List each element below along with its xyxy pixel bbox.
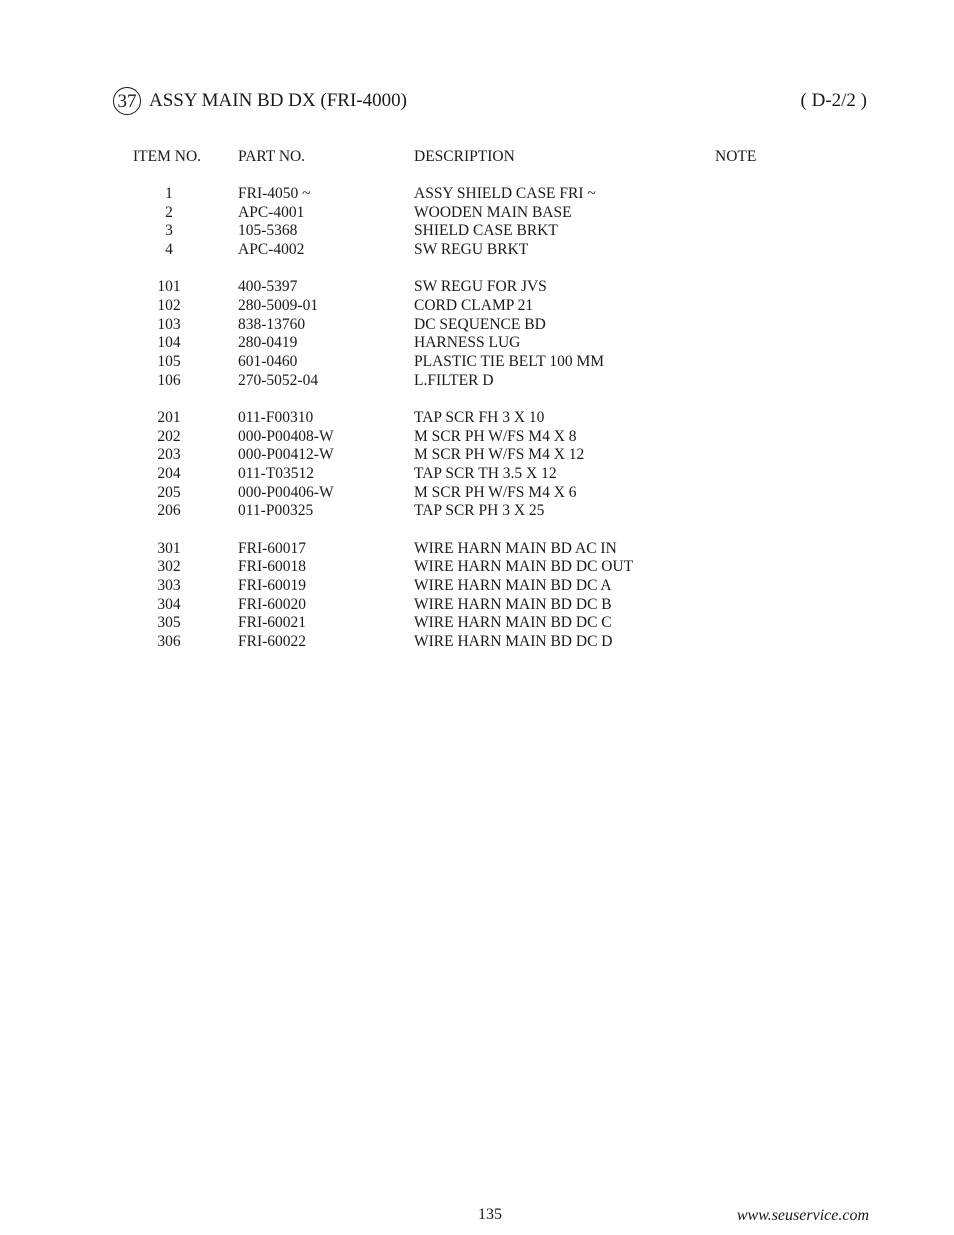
part-number: 011-F00310 — [238, 408, 314, 426]
part-number: 000-P00408-W — [238, 427, 334, 445]
part-description: CORD CLAMP 21 — [414, 296, 534, 314]
part-number: 838-13760 — [238, 315, 306, 333]
parts-row — [0, 484, 954, 503]
item-number: 202 — [157, 427, 181, 445]
part-number: 011-T03512 — [238, 464, 315, 482]
item-number: 203 — [157, 446, 181, 464]
part-description: WIRE HARN MAIN BD DC C — [414, 614, 612, 632]
item-number: 3 — [165, 222, 173, 240]
parts-row — [0, 540, 954, 559]
item-number: 301 — [157, 539, 181, 557]
part-number: 000-P00406-W — [238, 483, 334, 501]
part-description: WIRE HARN MAIN BD DC OUT — [414, 558, 634, 576]
parts-row — [0, 316, 954, 335]
parts-row — [0, 372, 954, 391]
parts-group — [0, 185, 954, 260]
part-number: 270-5052-04 — [238, 371, 319, 389]
item-number: 104 — [157, 334, 181, 352]
part-number: APC-4001 — [238, 203, 305, 221]
item-number: 302 — [157, 558, 181, 576]
parts-row — [0, 502, 954, 521]
part-description: WIRE HARN MAIN BD DC D — [414, 632, 613, 650]
parts-list — [0, 185, 954, 670]
item-number: 303 — [157, 576, 181, 594]
part-description: SHIELD CASE BRKT — [414, 222, 558, 240]
parts-group — [0, 409, 954, 521]
parts-row — [0, 465, 954, 484]
item-number: 1 — [165, 185, 173, 202]
page-title: ASSY MAIN BD DX (FRI-4000) — [149, 90, 407, 111]
column-header-part-no: PART NO. — [238, 148, 306, 165]
item-number: 4 — [165, 241, 173, 259]
part-description: WIRE HARN MAIN BD DC A — [414, 576, 612, 594]
part-number: FRI-60018 — [238, 558, 307, 576]
part-description: M SCR PH W/FS M4 X 12 — [414, 446, 585, 464]
parts-row — [0, 278, 954, 297]
part-number: 280-5009-01 — [238, 296, 319, 314]
part-number: FRI-4050 ~ — [238, 185, 311, 202]
parts-row — [0, 297, 954, 316]
parts-row — [0, 614, 954, 633]
item-number: 305 — [157, 614, 181, 632]
part-description: WOODEN MAIN BASE — [414, 203, 572, 221]
part-description: SW REGU FOR JVS — [414, 278, 547, 296]
part-description: M SCR PH W/FS M4 X 6 — [414, 483, 577, 501]
page-number: 135 — [478, 1206, 502, 1223]
part-number: 011-P00325 — [238, 502, 314, 520]
parts-row — [0, 446, 954, 465]
part-description: M SCR PH W/FS M4 X 8 — [414, 427, 577, 445]
part-description: PLASTIC TIE BELT 100 MM — [414, 353, 605, 370]
part-number: 000-P00412-W — [238, 446, 334, 464]
item-number: 204 — [157, 464, 181, 482]
parts-row — [0, 596, 954, 615]
item-number: 205 — [157, 483, 181, 501]
part-number: FRI-60017 — [238, 539, 307, 557]
part-number: 601-0460 — [238, 353, 298, 370]
section-number-badge: 37 — [113, 87, 141, 115]
part-number: APC-4002 — [238, 241, 305, 259]
part-description: ASSY SHIELD CASE FRI ~ — [414, 185, 596, 202]
part-description: SW REGU BRKT — [414, 241, 529, 259]
part-number: 400-5397 — [238, 278, 298, 296]
parts-row — [0, 185, 954, 204]
part-number: FRI-60021 — [238, 614, 307, 632]
part-description: TAP SCR TH 3.5 X 12 — [414, 464, 557, 482]
part-description: WIRE HARN MAIN BD AC IN — [414, 539, 617, 557]
sheet-reference: ( D-2/2 ) — [800, 90, 867, 111]
item-number: 101 — [157, 278, 181, 296]
part-number: FRI-60022 — [238, 632, 307, 650]
item-number: 105 — [157, 353, 181, 370]
part-description: WIRE HARN MAIN BD DC B — [414, 595, 612, 613]
part-description: HARNESS LUG — [414, 334, 521, 352]
section-title-row — [113, 86, 873, 116]
part-description: L.FILTER D — [414, 371, 494, 389]
part-number: 105-5368 — [238, 222, 298, 240]
parts-group — [0, 278, 954, 390]
parts-group — [0, 540, 954, 652]
item-number: 2 — [165, 203, 173, 221]
part-number: FRI-60020 — [238, 595, 307, 613]
item-number: 103 — [157, 315, 181, 333]
item-number: 102 — [157, 296, 181, 314]
item-number: 304 — [157, 595, 181, 613]
parts-row — [0, 633, 954, 652]
part-description: DC SEQUENCE BD — [414, 315, 546, 333]
parts-row — [0, 222, 954, 241]
column-header-note: NOTE — [715, 148, 757, 165]
parts-row — [0, 428, 954, 447]
part-number: FRI-60019 — [238, 576, 307, 594]
parts-row — [0, 241, 954, 260]
parts-row — [0, 558, 954, 577]
parts-row — [0, 577, 954, 596]
item-number: 201 — [157, 408, 181, 426]
item-number: 206 — [157, 502, 181, 520]
column-header-description: DESCRIPTION — [414, 148, 515, 165]
part-number: 280-0419 — [238, 334, 298, 352]
parts-row — [0, 204, 954, 223]
parts-row — [0, 353, 954, 372]
item-number: 106 — [157, 371, 181, 389]
part-description: TAP SCR PH 3 X 25 — [414, 502, 545, 520]
website-footer: www.seuservice.com — [736, 1207, 869, 1224]
parts-row — [0, 334, 954, 353]
column-header-item-no: ITEM NO. — [133, 148, 202, 165]
parts-row — [0, 409, 954, 428]
item-number: 306 — [157, 632, 181, 650]
part-description: TAP SCR FH 3 X 10 — [414, 408, 545, 426]
